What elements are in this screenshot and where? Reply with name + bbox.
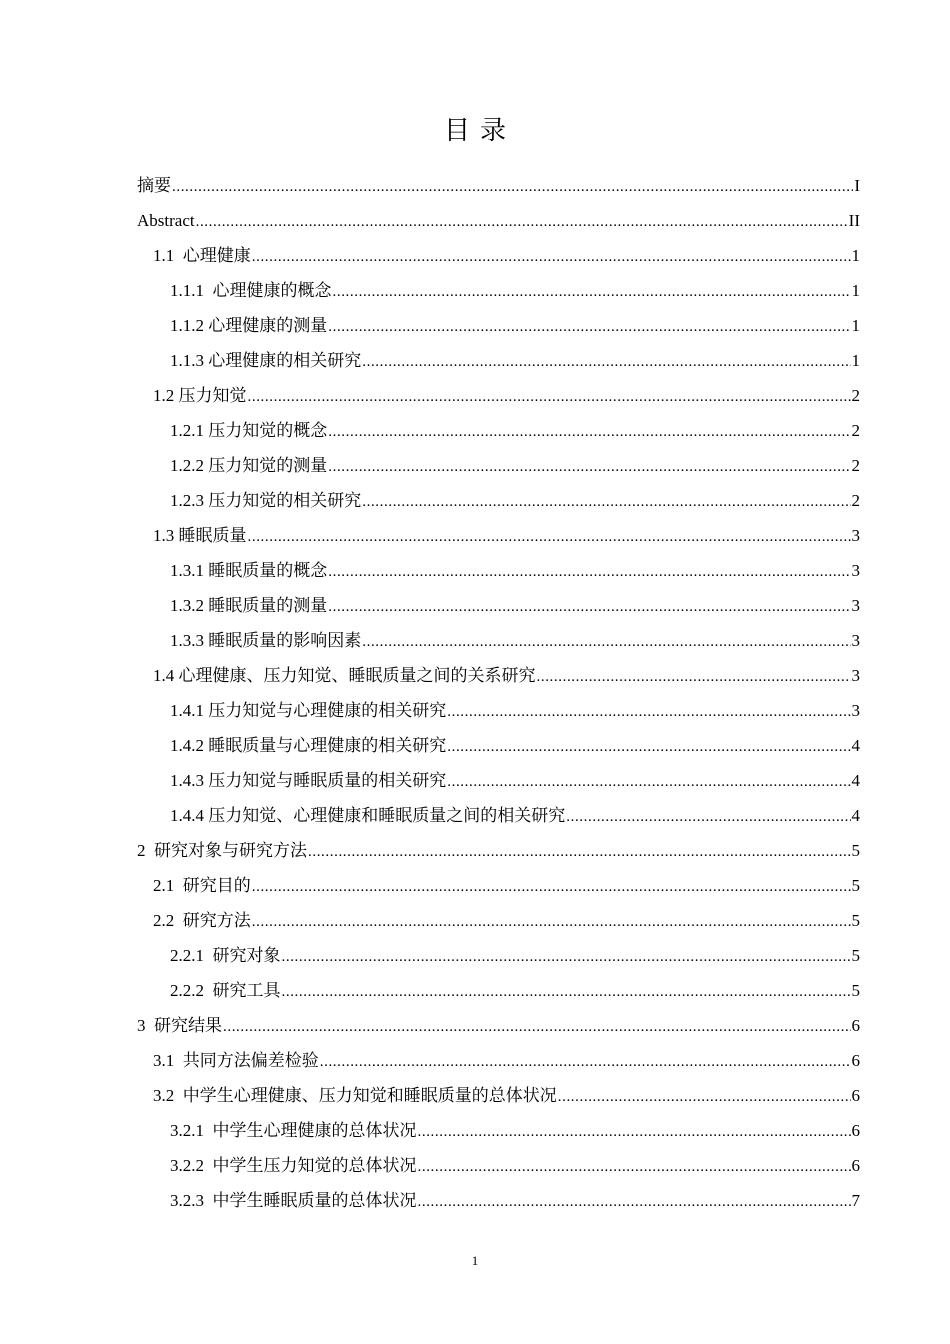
toc-entry-title: 3 研究结果 bbox=[137, 1016, 222, 1035]
toc-dot-leader bbox=[537, 660, 851, 695]
toc-entry-page: 5 bbox=[851, 911, 860, 930]
toc-dot-leader bbox=[362, 485, 850, 520]
toc-entry-title: 3.2.2 中学生压力知觉的总体状况 bbox=[170, 1156, 417, 1175]
toc-dot-leader bbox=[320, 1045, 851, 1080]
toc-dot-leader bbox=[566, 800, 850, 835]
toc-entry[interactable] bbox=[137, 588, 860, 623]
toc-entry[interactable] bbox=[137, 203, 860, 238]
toc-dot-leader bbox=[172, 170, 853, 205]
toc-entry-title: 2.2.1 研究对象 bbox=[170, 946, 281, 965]
toc-entry-page: 5 bbox=[851, 876, 860, 895]
toc-dot-leader bbox=[282, 940, 851, 975]
toc-entry[interactable] bbox=[137, 553, 860, 588]
toc-entry-page: 2 bbox=[851, 456, 860, 475]
toc-entry[interactable] bbox=[137, 378, 860, 413]
toc-entry[interactable] bbox=[137, 763, 860, 798]
toc-dot-leader bbox=[362, 345, 850, 380]
toc-entry-page: 5 bbox=[851, 946, 860, 965]
toc-entry-page: 1 bbox=[851, 246, 860, 265]
toc-entry[interactable] bbox=[137, 483, 860, 518]
toc-dot-leader bbox=[252, 870, 851, 905]
page-number: 1 bbox=[471, 1253, 479, 1268]
toc-dot-leader bbox=[418, 1115, 851, 1150]
toc-entry[interactable] bbox=[137, 658, 860, 693]
toc-entry-page: 3 bbox=[851, 561, 860, 580]
toc-entry[interactable] bbox=[137, 1078, 860, 1113]
toc-entry-title: 1.2 压力知觉 bbox=[153, 386, 247, 405]
toc-dot-leader bbox=[328, 415, 850, 450]
toc-dot-leader bbox=[252, 240, 851, 275]
toc-entry[interactable] bbox=[137, 308, 860, 343]
toc-dot-leader bbox=[308, 835, 851, 870]
toc-entry[interactable] bbox=[137, 1148, 860, 1183]
toc-dot-leader bbox=[447, 730, 850, 765]
toc-entry-page: 2 bbox=[851, 491, 860, 510]
toc-entry-title: Abstract bbox=[137, 211, 195, 230]
toc-entry[interactable] bbox=[137, 413, 860, 448]
toc-entry-page: 3 bbox=[851, 596, 860, 615]
toc-entry-title: 1.3.3 睡眠质量的影响因素 bbox=[170, 631, 362, 650]
toc-entry-title: 1.3.2 睡眠质量的测量 bbox=[170, 596, 328, 615]
toc-entry[interactable] bbox=[137, 343, 860, 378]
toc-dot-leader bbox=[362, 625, 850, 660]
toc-entry-title: 2.1 研究目的 bbox=[153, 876, 251, 895]
toc-dot-leader bbox=[328, 450, 850, 485]
toc-dot-leader bbox=[333, 275, 851, 310]
toc-entry-page: 6 bbox=[851, 1156, 860, 1175]
toc-entry-title: 1.3 睡眠质量 bbox=[153, 526, 247, 545]
toc-entry-title: 3.2.1 中学生心理健康的总体状况 bbox=[170, 1121, 417, 1140]
toc-entry[interactable] bbox=[137, 518, 860, 553]
toc-entry-page: I bbox=[854, 176, 860, 195]
toc-dot-leader bbox=[447, 765, 850, 800]
page-title: 目录 bbox=[443, 116, 516, 146]
toc-entry-page: 4 bbox=[851, 771, 860, 790]
toc-dot-leader bbox=[558, 1080, 851, 1115]
toc-entry-title: 3.1 共同方法偏差检验 bbox=[153, 1051, 319, 1070]
toc-entry[interactable] bbox=[137, 693, 860, 728]
toc-entry[interactable] bbox=[137, 448, 860, 483]
toc-dot-leader bbox=[328, 590, 850, 625]
toc-entry-title: 1.4.2 睡眠质量与心理健康的相关研究 bbox=[170, 736, 447, 755]
toc-dot-leader bbox=[447, 695, 850, 730]
toc-entry[interactable] bbox=[137, 1008, 860, 1043]
toc-entry[interactable] bbox=[137, 273, 860, 308]
toc-dot-leader bbox=[328, 555, 850, 590]
toc-entry[interactable] bbox=[137, 833, 860, 868]
toc-entry-title: 1.2.2 压力知觉的测量 bbox=[170, 456, 328, 475]
toc-entry-page: 5 bbox=[851, 841, 860, 860]
toc-dot-leader bbox=[418, 1185, 851, 1220]
toc-entry-page: 6 bbox=[851, 1086, 860, 1105]
toc-entry-page: 6 bbox=[851, 1051, 860, 1070]
toc-entry-page: 4 bbox=[851, 736, 860, 755]
toc-entry[interactable] bbox=[137, 798, 860, 833]
toc-entry-page: 4 bbox=[851, 806, 860, 825]
toc-dot-leader bbox=[248, 520, 851, 555]
toc-entry-page: 1 bbox=[851, 281, 860, 300]
toc-entry-title: 1.4.4 压力知觉、心理健康和睡眠质量之间的相关研究 bbox=[170, 806, 566, 825]
toc-entry-page: 6 bbox=[851, 1121, 860, 1140]
toc-dot-leader bbox=[196, 205, 848, 240]
toc-entry-page: 5 bbox=[851, 981, 860, 1000]
toc-entry[interactable] bbox=[137, 1043, 860, 1078]
toc-entry[interactable] bbox=[137, 868, 860, 903]
toc-entry-title: 1.4.1 压力知觉与心理健康的相关研究 bbox=[170, 701, 447, 720]
toc-entry-page: 2 bbox=[851, 421, 860, 440]
toc-entry-title: 1.2.1 压力知觉的概念 bbox=[170, 421, 328, 440]
toc-entry-page: 3 bbox=[851, 526, 860, 545]
toc-dot-leader bbox=[418, 1150, 851, 1185]
toc-entry[interactable] bbox=[137, 168, 860, 203]
toc-dot-leader bbox=[223, 1010, 851, 1045]
toc-entry-title: 2.2 研究方法 bbox=[153, 911, 251, 930]
toc-entry[interactable] bbox=[137, 1113, 860, 1148]
toc-entry-title: 1.4 心理健康、压力知觉、睡眠质量之间的关系研究 bbox=[153, 666, 536, 685]
toc-entry-page: 3 bbox=[851, 631, 860, 650]
toc-dot-leader bbox=[328, 310, 850, 345]
toc-entry-page: 2 bbox=[851, 386, 860, 405]
toc-entry-page: 3 bbox=[851, 701, 860, 720]
toc-entry-title: 3.2.3 中学生睡眠质量的总体状况 bbox=[170, 1191, 417, 1210]
toc-entry-page: 1 bbox=[851, 351, 860, 370]
toc-entry-page: II bbox=[848, 211, 860, 230]
toc-entry-title: 3.2 中学生心理健康、压力知觉和睡眠质量的总体状况 bbox=[153, 1086, 557, 1105]
toc-entry-title: 2.2.2 研究工具 bbox=[170, 981, 281, 1000]
toc-entry-title: 1.2.3 压力知觉的相关研究 bbox=[170, 491, 362, 510]
toc-entry-title: 1.3.1 睡眠质量的概念 bbox=[170, 561, 328, 580]
toc-entry-title: 1.1 心理健康 bbox=[153, 246, 251, 265]
toc-entry-title: 1.1.1 心理健康的概念 bbox=[170, 281, 332, 300]
toc-dot-leader bbox=[282, 975, 851, 1010]
toc-entry-page: 7 bbox=[851, 1191, 860, 1210]
toc-entry-page: 3 bbox=[851, 666, 860, 685]
table-of-contents bbox=[137, 168, 860, 1218]
toc-entry[interactable] bbox=[137, 973, 860, 1008]
toc-entry[interactable] bbox=[137, 728, 860, 763]
toc-entry-title: 2 研究对象与研究方法 bbox=[137, 841, 307, 860]
toc-entry[interactable] bbox=[137, 238, 860, 273]
toc-entry[interactable] bbox=[137, 903, 860, 938]
toc-entry[interactable] bbox=[137, 1183, 860, 1218]
toc-dot-leader bbox=[248, 380, 851, 415]
toc-entry-title: 1.1.3 心理健康的相关研究 bbox=[170, 351, 362, 370]
toc-entry-title: 摘要 bbox=[137, 176, 171, 195]
toc-entry[interactable] bbox=[137, 623, 860, 658]
toc-entry-title: 1.1.2 心理健康的测量 bbox=[170, 316, 328, 335]
toc-entry[interactable] bbox=[137, 938, 860, 973]
toc-dot-leader bbox=[252, 905, 851, 940]
toc-entry-title: 1.4.3 压力知觉与睡眠质量的相关研究 bbox=[170, 771, 447, 790]
toc-entry-page: 6 bbox=[851, 1016, 860, 1035]
toc-entry-page: 1 bbox=[851, 316, 860, 335]
